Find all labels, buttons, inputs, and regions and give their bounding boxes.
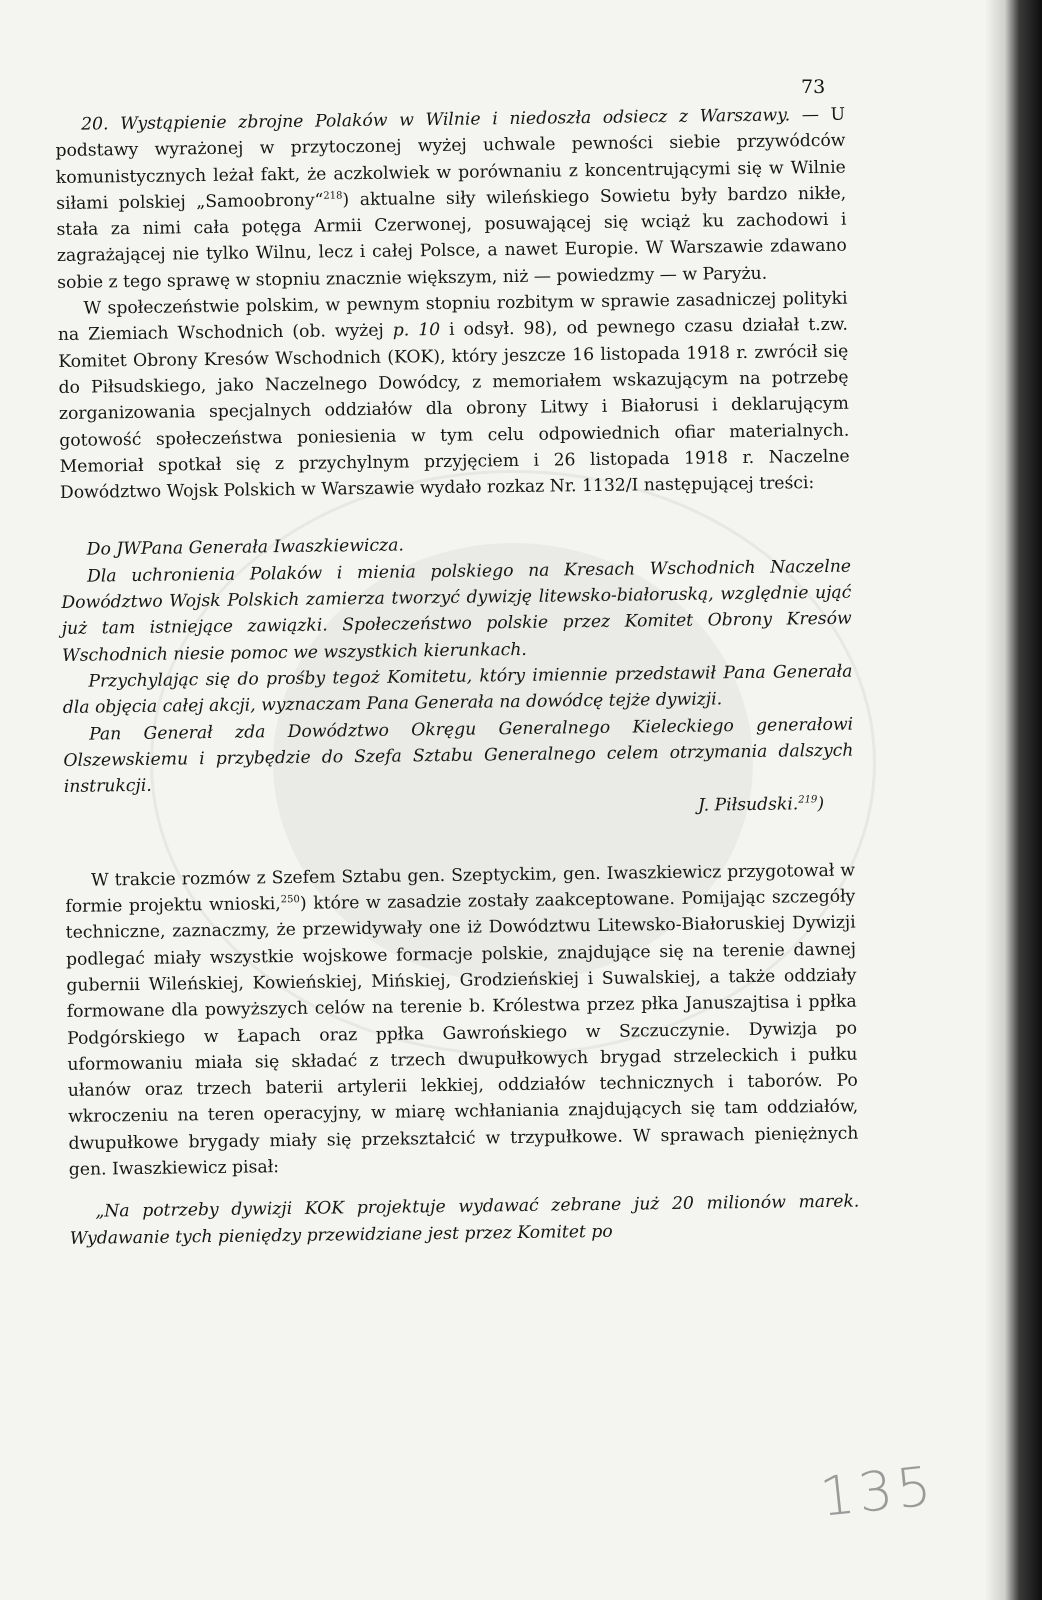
order-paragraph-1: Dla uchronienia Polaków i mienia polskiego na Kresach Wschodnich Naczelne Dowództwo Wojsk Polskich zamierza tworzyć dywizję litewsko-białoruską, względnie ująć już tam istniejące zawiązki. Społeczeństwo polskie przez Komitet Obrony Kresów Wschodnich niesie pomoc we wszystkich kierunkach. — [61, 556, 852, 666]
section-dash: — — [789, 104, 831, 126]
footnote-ref-218: 218 — [323, 190, 343, 202]
signature-name: J. Piłsudski. — [697, 794, 799, 817]
page-body — [55, 102, 860, 1252]
section-title: Wystąpienie zbrojne Polaków w Wilnie i niedoszła odsiecz z Warszawy. — [120, 105, 791, 135]
talks-text-b: ) które w zasadzie zostały zaakceptowane. Pomijając szczegóły techniczne, zaznaczmy, że przewidywały one iż Dowództwu Litewsko-Białoruskiej Dywizji podlegać miały wszystkie wojskowe formacje polskie, znajdujące się na terenie dawnej gubernii Wileńskiej, Kowieńskiej, Mińskiej, Grodzieńskiej i Suwalskiej, a także oddziały formowane dla powyższych celów na terenie b. Królestwa przez płka Januszajtisa i ppłka Podgórskiego w Łapach oraz ppłka Gawrońskiego w Szczuczynie. Dywizja po uformowaniu miała się składać z trzech dwupułkowych brygad strzeleckich i pułku ułanów oraz trzech baterii artylerii lekkiej, oddziałów technicznych i taborów. Po wkroczeniu na teren operacyjny, w miarę wchłaniania znajdujących się tam oddziałów, dwupułkowe brygady miały się przekształcić w trzypułkowe. W sprawach pieniężnych gen. Iwaszkiewicz pisał: — [65, 886, 859, 1180]
section-number: 20. — [81, 114, 109, 135]
handwritten-note: 135 — [817, 1454, 939, 1529]
talks-paragraph — [65, 857, 859, 1183]
kok-ref: p. 10 — [392, 320, 441, 341]
kok-text-b: i odsył. 98), od pewnego czasu działał t.zw. Komitet Obrony Kresów Wschodnich (KOK), który jeszcze 16 listopada 1918 r. zwrócił się do Piłsudskiego, jako Naczelnego Dowódcy, z memoriałem wskazującym na potrzebę zorganizowania specjalnych oddziałów dla obrony Litwy i Białorusi i deklarującym gotowość społeczeństwa poniesienia w tym celu odpowiednich ofiar materialnych. Memoriał spotkał się z przychylnym przyjęciem i 26 listopada 1918 r. Naczelne Dowództwo Wojsk Polskich w Warszawie wydało rozkaz Nr. 1132/I następującej treści: — [58, 315, 850, 504]
footnote-ref-219: 219 — [798, 794, 818, 807]
scan-edge-shadow — [985, 0, 1042, 1600]
talks-text-a: W trakcie rozmów z Szefem Sztabu gen. Szeptyckim, gen. Iwaszkiewicz przygotował w formie projektu wnioski, — [65, 860, 856, 917]
quote-paragraph: „Na potrzeby dywizji KOK projektuje wydawać zebrane już 20 milionów marek. Wydawanie tych pieniędzy przewidziane jest przez Komitet po — [69, 1191, 860, 1249]
page-number: 73 — [801, 76, 826, 98]
section-text-b: ) aktualne siły wileńskiego Sowietu były bardzo nikłe, stała za nimi cała potęga Armii Czerwonej, posuwającej się wciąż ku zachodowi i zagrażającej nie tylko Wilnu, lecz i całej Polsce, a nawet Europie. W Warszawie zdawano sobie z tego sprawę w stopniu znacznie większym, niż — powiedzmy — w Paryżu. — [56, 183, 847, 293]
footnote-ref-250: 250 — [280, 894, 300, 906]
kok-text-a: W społeczeństwie polskim, w pewnym stopniu rozbitym w sprawie zasadniczej polityki na Ziemiach Wschodnich (ob. wyżej — [57, 288, 848, 346]
section-text-a: U podstawy wyrażonej w przytoczonej wyżej uchwale pewności siebie przywódców komunistycznych leżał fakt, że aczkolwiek w porównaniu z koncentrującymi się w Wilnie siłami polskiej „Samoobrony“ — [55, 104, 846, 214]
order-paragraph-3: Pan Generał zda Dowództwo Okręgu Generalnego Kieleckiego generałowi Olszewskiemu i przybędzie do Szefa Sztabu Generalnego celem otrzymania dalszych instrukcji. — [63, 714, 854, 798]
order-paragraph-2: Przychylając się do prośby tegoż Komitetu, który imiennie przedstawił Pana Generała dla objęcia całej akcji, wyznaczam Pana Generała na dowódcę tejże dywizji. — [62, 661, 853, 719]
section-paragraph — [55, 102, 847, 296]
signature-paren: ) — [817, 794, 825, 815]
order-addressee: Do JWPana Generała Iwaszkiewicza. — [86, 535, 405, 561]
kok-paragraph — [57, 286, 850, 507]
